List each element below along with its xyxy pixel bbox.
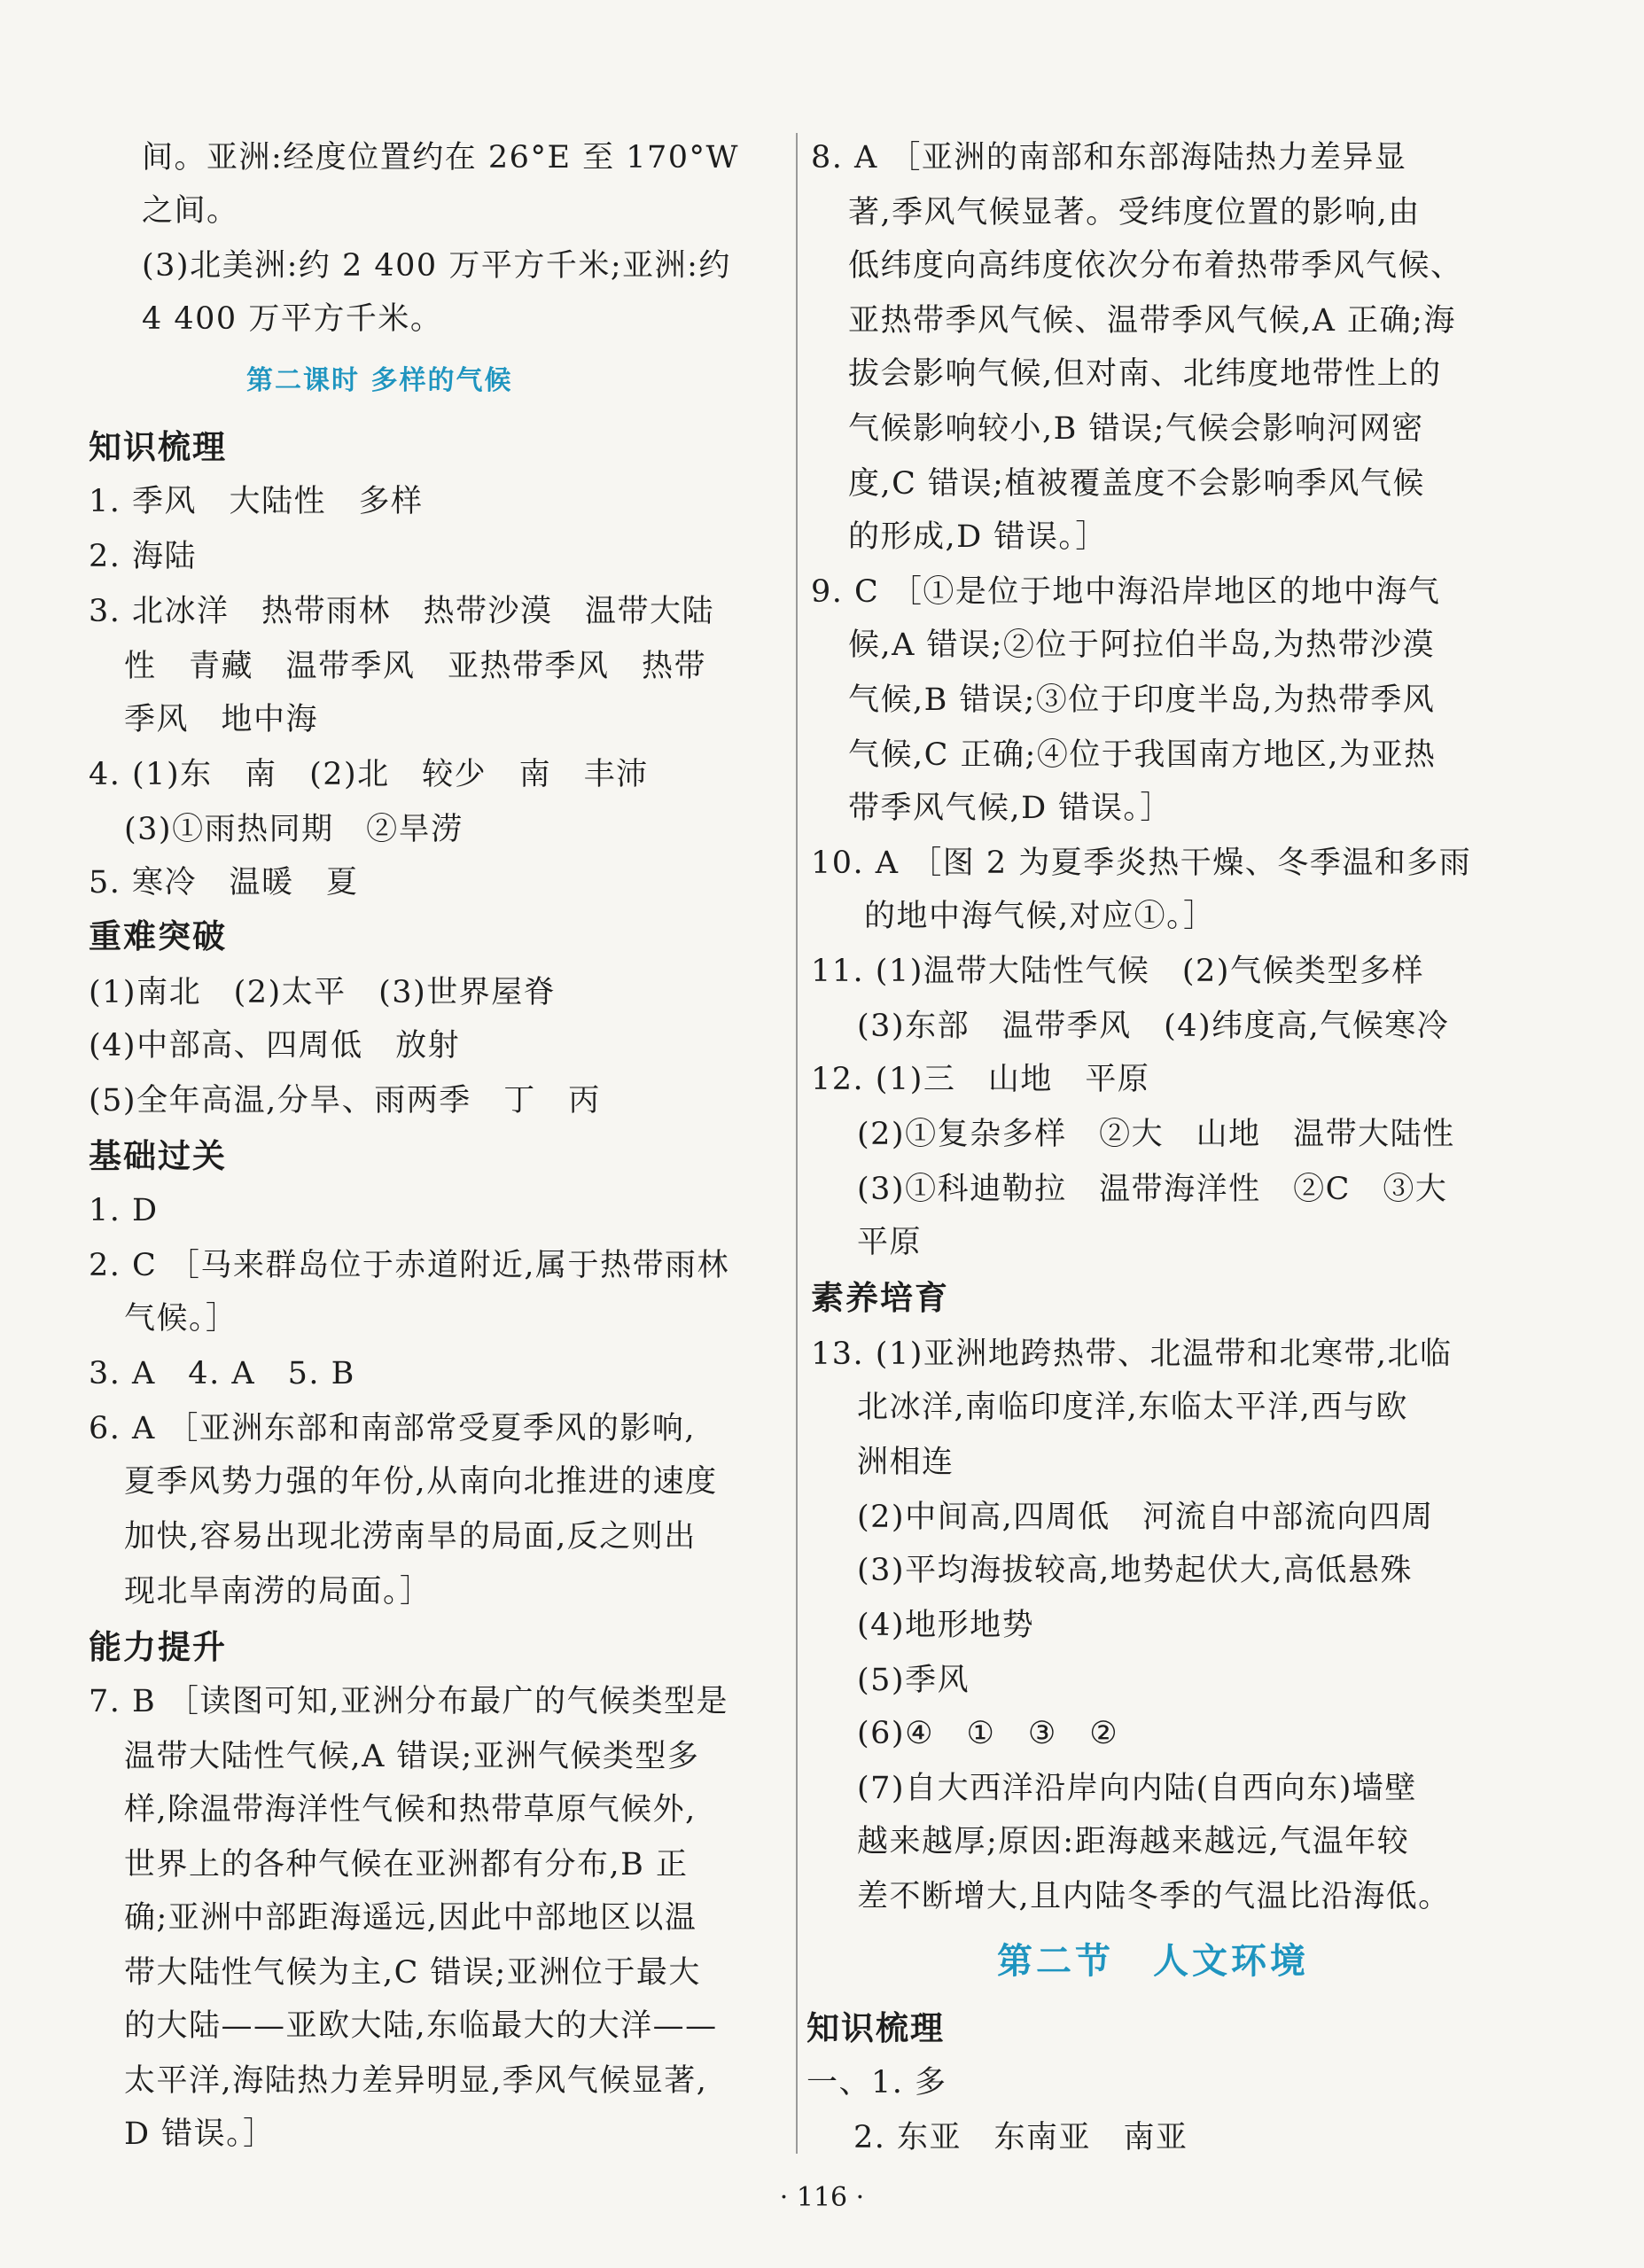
answer-line: 著,季风气候显著。受纬度位置的影响,由 bbox=[848, 195, 1421, 230]
answer-line: (3)东部 温带季风 (4)纬度高,气候寒冷 bbox=[857, 1009, 1450, 1044]
answer-line: (2)中间高,四周低 河流自中部流向四周 bbox=[857, 1500, 1434, 1535]
text-line: (3)北美洲:约 2 400 万平方千米;亚洲:约 bbox=[142, 248, 731, 284]
section-heading: 重难突破 bbox=[89, 917, 227, 955]
answer-line: (4)中部高、四周低 放射 bbox=[89, 1028, 461, 1064]
answer-line: (5)季风 bbox=[857, 1663, 970, 1698]
answer-line: 气候。］ bbox=[124, 1301, 238, 1337]
section-heading: 基础过关 bbox=[89, 1137, 227, 1175]
answer-line: 低纬度向高纬度依次分布着热带季风气候、 bbox=[848, 248, 1463, 284]
answer-line: 12. (1)三 山地 平原 bbox=[811, 1062, 1150, 1097]
text-line: 间。亚洲:经度位置约在 26°E 至 170°W bbox=[142, 140, 740, 175]
section-title: 第二节 人文环境 bbox=[997, 1940, 1309, 1982]
answer-line: 5. 寒冷 温暖 夏 bbox=[89, 865, 359, 900]
answer-line: 现北旱南涝的局面。］ bbox=[124, 1574, 432, 1609]
answer-line: 气候,B 错误;③位于印度半岛,为热带季风 bbox=[848, 682, 1436, 718]
answer-line: 确;亚洲中部距海遥远,因此中部地区以温 bbox=[124, 1900, 697, 1936]
answer-line: 太平洋,海陆热力差异明显,季风气候显著, bbox=[124, 2063, 708, 2099]
answer-line: 气候影响较小,B 错误;气候会影响河网密 bbox=[848, 411, 1424, 447]
text-line: 之间。 bbox=[142, 193, 239, 229]
answer-line: 2. 海陆 bbox=[89, 539, 198, 574]
section-heading: 素养培育 bbox=[811, 1279, 949, 1317]
answer-line: 世界上的各种气候在亚洲都有分布,B 正 bbox=[124, 1847, 689, 1882]
answer-line: 13. (1)亚洲地跨热带、北温带和北寒带,北临 bbox=[811, 1337, 1453, 1372]
answer-line: (2)①复杂多样 ②大 山地 温带大陆性 bbox=[857, 1117, 1455, 1152]
answer-line: (3)平均海拔较高,地势起伏大,高低悬殊 bbox=[857, 1553, 1413, 1588]
answer-line: 北冰洋,南临印度洋,东临太平洋,西与欧 bbox=[857, 1390, 1408, 1425]
answer-line: 3. A 4. A 5. B bbox=[89, 1356, 355, 1391]
answer-line: 1. 季风 大陆性 多样 bbox=[89, 484, 424, 519]
answer-line: 温带大陆性气候,A 错误;亚洲气候类型多 bbox=[124, 1739, 700, 1774]
answer-line: 差不断增大,且内陆冬季的气温比沿海低。 bbox=[857, 1879, 1451, 1914]
section-heading: 能力提升 bbox=[89, 1628, 227, 1666]
answer-line: 4. (1)东 南 (2)北 较少 南 丰沛 bbox=[89, 757, 649, 792]
answer-line: 7. B ［读图可知,亚洲分布最广的气候类型是 bbox=[89, 1684, 729, 1719]
section-heading: 知识梳理 bbox=[89, 428, 227, 466]
answer-line: 洲相连 bbox=[857, 1445, 954, 1480]
answer-line: 样,除温带海洋性气候和热带草原气候外, bbox=[124, 1792, 697, 1828]
answer-line: 带大陆性气候为主,C 错误;亚洲位于最大 bbox=[124, 1955, 701, 1991]
answer-line: (7)自大西洋沿岸向内陆(自西向东)墙壁 bbox=[857, 1771, 1417, 1806]
answer-line: 一、1. 多 bbox=[806, 2065, 947, 2100]
answer-line: 1. D bbox=[89, 1193, 159, 1228]
answer-line: 3. 北冰洋 热带雨林 热带沙漠 温带大陆 bbox=[89, 594, 715, 629]
answer-line: (3)①科迪勒拉 温带海洋性 ②C ③大 bbox=[857, 1172, 1448, 1207]
answer-line: 度,C 错误;植被覆盖度不会影响季风气候 bbox=[848, 466, 1425, 502]
answer-line: (5)全年高温,分旱、雨两季 丁 丙 bbox=[89, 1083, 601, 1118]
answer-line: (1)南北 (2)太平 (3)世界屋脊 bbox=[89, 975, 557, 1010]
lesson-subtitle: 第二课时 多样的气候 bbox=[246, 365, 513, 396]
answer-line: 9. C ［①是位于地中海沿岸地区的地中海气 bbox=[811, 574, 1441, 610]
answer-line: 6. A ［亚洲东部和南部常受夏季风的影响, bbox=[89, 1411, 697, 1446]
answer-line: 亚热带季风气候、温带季风气候,A 正确;海 bbox=[848, 303, 1456, 339]
answer-line: (6)④ ① ③ ② bbox=[857, 1716, 1119, 1751]
answer-line: (4)地形地势 bbox=[857, 1608, 1035, 1643]
answer-line: 的地中海气候,对应①。］ bbox=[864, 899, 1216, 934]
answer-line: 2. C ［马来群岛位于赤道附近,属于热带雨林 bbox=[89, 1248, 730, 1283]
answer-line: 带季风气候,D 错误。］ bbox=[848, 791, 1173, 826]
answer-line: (3)①雨热同期 ②旱涝 bbox=[124, 812, 464, 847]
answer-line: 加快,容易出现北涝南旱的局面,反之则出 bbox=[124, 1519, 697, 1555]
answer-line: D 错误。］ bbox=[124, 2116, 276, 2152]
answer-line: 平原 bbox=[857, 1225, 923, 1260]
section-heading: 知识梳理 bbox=[806, 2009, 945, 2047]
answer-line: 季风 地中海 bbox=[124, 702, 319, 737]
text-line: 4 400 万平方千米。 bbox=[142, 301, 443, 337]
answer-line: 夏季风势力强的年份,从南向北推进的速度 bbox=[124, 1464, 718, 1500]
answer-line: 8. A ［亚洲的南部和东部海陆热力差异显 bbox=[811, 140, 1407, 175]
answer-line: 越来越厚;原因:距海越来越远,气温年较 bbox=[857, 1824, 1410, 1859]
answer-line: 的形成,D 错误。］ bbox=[848, 519, 1108, 555]
answer-line: 气候,C 正确;④位于我国南方地区,为亚热 bbox=[848, 737, 1437, 773]
page-number: · 116 · bbox=[779, 2182, 865, 2213]
answer-line: 2. 东亚 东南亚 南亚 bbox=[853, 2120, 1188, 2155]
column-divider bbox=[796, 133, 798, 2154]
answer-line: 的大陆——亚欧大陆,东临最大的大洋—— bbox=[124, 2008, 718, 2044]
answer-line: 11. (1)温带大陆性气候 (2)气候类型多样 bbox=[811, 954, 1424, 989]
answer-line: 10. A ［图 2 为夏季炎热干燥、冬季温和多雨 bbox=[811, 846, 1472, 881]
answer-line: 拔会影响气候,但对南、北纬度地带性上的 bbox=[848, 356, 1442, 392]
answer-line: 性 青藏 温带季风 亚热带季风 热带 bbox=[124, 649, 707, 684]
answer-line: 候,A 错误;②位于阿拉伯半岛,为热带沙漠 bbox=[848, 627, 1435, 663]
